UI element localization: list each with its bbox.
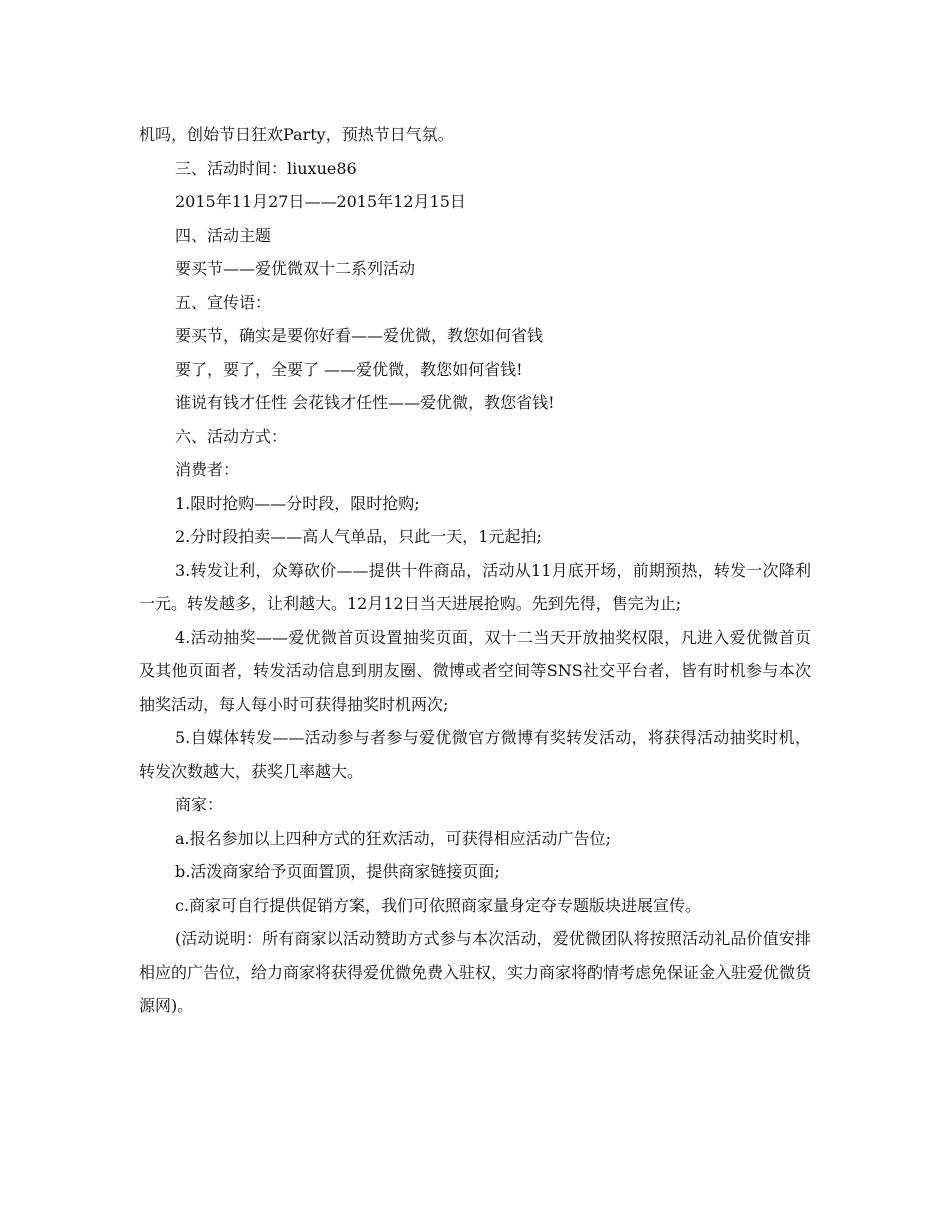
consumer-item-1: 1.限时抢购——分时段，限时抢购; — [175, 493, 420, 513]
section-heading-method: 六、活动方式： — [175, 426, 288, 446]
merchant-item-c: c.商家可自行提供促销方案，我们可依照商家量身定夺专题版块进展宣传。 — [175, 895, 702, 915]
consumer-heading: 消费者： — [175, 460, 240, 479]
activity-date-range: 2015年11月27日——2015年12月15日 — [175, 192, 466, 211]
slogan-2: 要了，要了，全要了 ——爱优微，教您如何省钱! — [175, 359, 523, 379]
activity-theme: 要买节——爱优微双十二系列活动 — [175, 259, 416, 278]
consumer-item-3: 3.转发让利，众筹砍价——提供十件商品，活动从11月底开场，前期预热，转发一次降利一元。转发越多，让利越大。12月12日当天进展抢购。先到先得，售完为止; — [139, 560, 811, 613]
activity-note: (活动说明：所有商家以活动赞助方式参与本次活动，爱优微团队将按照活动礼品价值安排相应的广告位，给力商家将获得爱优微免费入驻权，实力商家将酌情考虑免保证金入驻爱优微货源网)。 — [139, 929, 812, 1015]
section-heading-theme: 四、活动主题 — [175, 225, 272, 245]
merchant-item-b: b.活泼商家给予页面置顶，提供商家链接页面; — [175, 862, 500, 881]
consumer-item-2: 2.分时段拍卖——高人气单品，只此一天，1元起拍; — [175, 527, 542, 546]
consumer-item-5: 5.自媒体转发——活动参与者参与爱优微官方微博有奖转发活动，将获得活动抽奖时机，转发次数越大，获奖几率越大。 — [139, 728, 811, 781]
slogan-1: 要买节，确实是要你好看——爱优微，教您如何省钱 — [175, 326, 544, 345]
section-heading-time: 三、活动时间：liuxue86 — [175, 158, 357, 178]
slogan-3: 谁说有钱才任性 会花钱才任性——爱优微，教您省钱! — [175, 393, 555, 412]
section-heading-slogan: 五、宣传语： — [175, 292, 272, 312]
document-body — [139, 118, 811, 1023]
consumer-item-4: 4.活动抽奖——爱优微首页设置抽奖页面，双十二当天开放抽奖权限，凡进入爱优微首页及其他页面者，转发活动信息到朋友圈、微博或者空间等SNS社交平台者，皆有时机参与本次抽奖活动，每人每小时可获得抽奖时机两次; — [139, 627, 811, 714]
merchant-heading: 商家： — [175, 795, 224, 814]
continuation-line: 机吗，创始节日狂欢Party，预热节日气氛。 — [139, 125, 454, 144]
merchant-item-a: a.报名参加以上四种方式的狂欢活动，可获得相应活动广告位; — [175, 828, 612, 848]
